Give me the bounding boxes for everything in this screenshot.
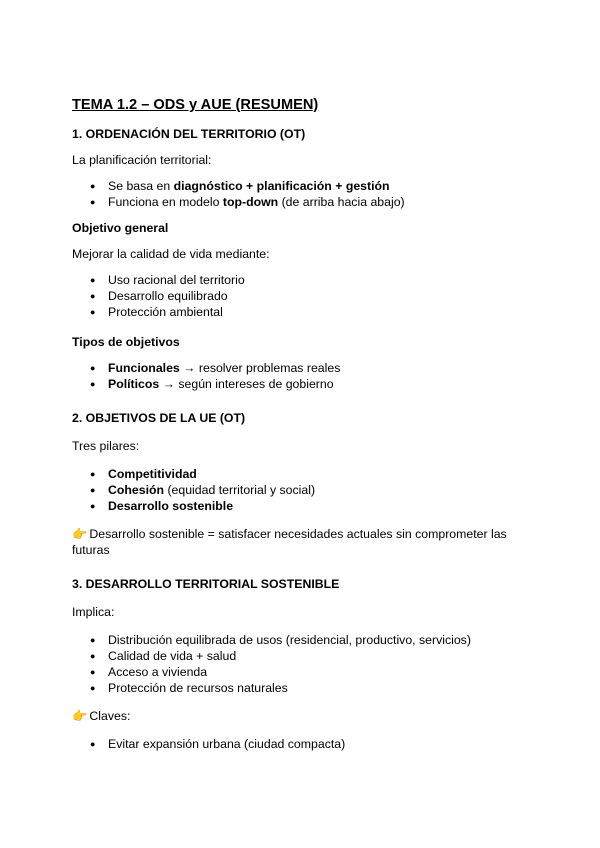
note-text: futuras (72, 543, 110, 557)
item-bold: Competitividad (108, 467, 197, 481)
item-text: Calidad de vida + salud (108, 649, 237, 663)
list-item (72, 194, 532, 210)
item-text: Desarrollo equilibrado (108, 289, 228, 303)
section-2-heading: 2. OBJETIVOS DE LA UE (OT) (72, 411, 246, 425)
document-page (72, 96, 532, 752)
list-item (72, 178, 532, 194)
list-item (72, 498, 532, 514)
item-text: (equidad territorial y social) (164, 483, 316, 497)
item-text: → resolver problemas reales (179, 361, 341, 375)
item-text: Funciona en modelo (108, 195, 223, 209)
item-bold: Cohesión (108, 483, 165, 497)
types-list (72, 360, 532, 392)
list-item (72, 360, 532, 376)
objective-heading: Objetivo general (72, 221, 169, 235)
item-bold: top-down (222, 195, 279, 209)
list-item (72, 466, 532, 482)
item-bold: Desarrollo sostenible (108, 499, 234, 513)
objective-intro: Mejorar la calidad de vida mediante: (72, 247, 270, 261)
list-item (72, 304, 532, 320)
bullet-icon: ● (90, 739, 96, 749)
list-item (72, 664, 532, 680)
item-text: Protección de recursos naturales (108, 681, 288, 695)
section-3-heading: 3. DESARROLLO TERRITORIAL SOSTENIBLE (72, 577, 340, 591)
item-text: Distribución equilibrada de usos (residencial, productivo, servicios) (108, 633, 471, 647)
bullet-icon: ● (90, 635, 96, 645)
pointing-hand-icon: 👉 (72, 709, 88, 723)
bullet-icon: ● (90, 469, 96, 479)
pointing-hand-icon: 👉 (72, 527, 88, 541)
keys-label: Claves: (89, 709, 131, 723)
section-1-intro: La planificación territorial: (72, 153, 212, 167)
section-1-list (72, 178, 532, 210)
bullet-icon: ● (90, 485, 96, 495)
document-title: TEMA 1.2 – ODS y AUE (RESUMEN) (72, 97, 319, 113)
list-item (72, 272, 532, 288)
bullet-icon: ● (90, 667, 96, 677)
note-text: Desarrollo sostenible = satisfacer necesidades actuales sin comprometer las (89, 527, 507, 541)
section-2-intro: Tres pilares: (72, 439, 140, 453)
item-text: → según intereses de gobierno (159, 377, 334, 391)
list-item (72, 376, 532, 392)
bullet-icon: ● (90, 291, 96, 301)
keys-label-line (72, 708, 532, 724)
bullet-icon: ● (90, 651, 96, 661)
list-item (72, 736, 532, 752)
bullet-icon: ● (90, 501, 96, 511)
item-text: Se basa en (108, 179, 174, 193)
item-text: Evitar expansión urbana (ciudad compacta) (108, 737, 346, 751)
list-item (72, 632, 532, 648)
bullet-icon: ● (90, 307, 96, 317)
section-1-heading: 1. ORDENACIÓN DEL TERRITORIO (OT) (72, 127, 306, 141)
item-text: Uso racional del territorio (108, 273, 245, 287)
bullet-icon: ● (90, 181, 96, 191)
bullet-icon: ● (90, 197, 96, 207)
section-3-intro: Implica: (72, 605, 115, 619)
list-item (72, 680, 532, 696)
objective-list (72, 272, 532, 320)
item-bold: Funcionales (108, 361, 180, 375)
list-item (72, 288, 532, 304)
item-bold: Políticos (108, 377, 160, 391)
types-heading: Tipos de objetivos (72, 335, 180, 349)
keys-list (72, 736, 532, 752)
item-text: Protección ambiental (108, 305, 223, 319)
section-2-list (72, 466, 532, 514)
section-3-list (72, 632, 532, 696)
bullet-icon: ● (90, 363, 96, 373)
item-bold: diagnóstico + planificación + gestión (173, 179, 390, 193)
bullet-icon: ● (90, 275, 96, 285)
item-text: Acceso a vivienda (108, 665, 208, 679)
sustainable-note (72, 526, 532, 558)
list-item (72, 648, 532, 664)
bullet-icon: ● (90, 683, 96, 693)
item-text: (de arriba hacia abajo) (278, 195, 405, 209)
bullet-icon: ● (90, 379, 96, 389)
list-item (72, 482, 532, 498)
